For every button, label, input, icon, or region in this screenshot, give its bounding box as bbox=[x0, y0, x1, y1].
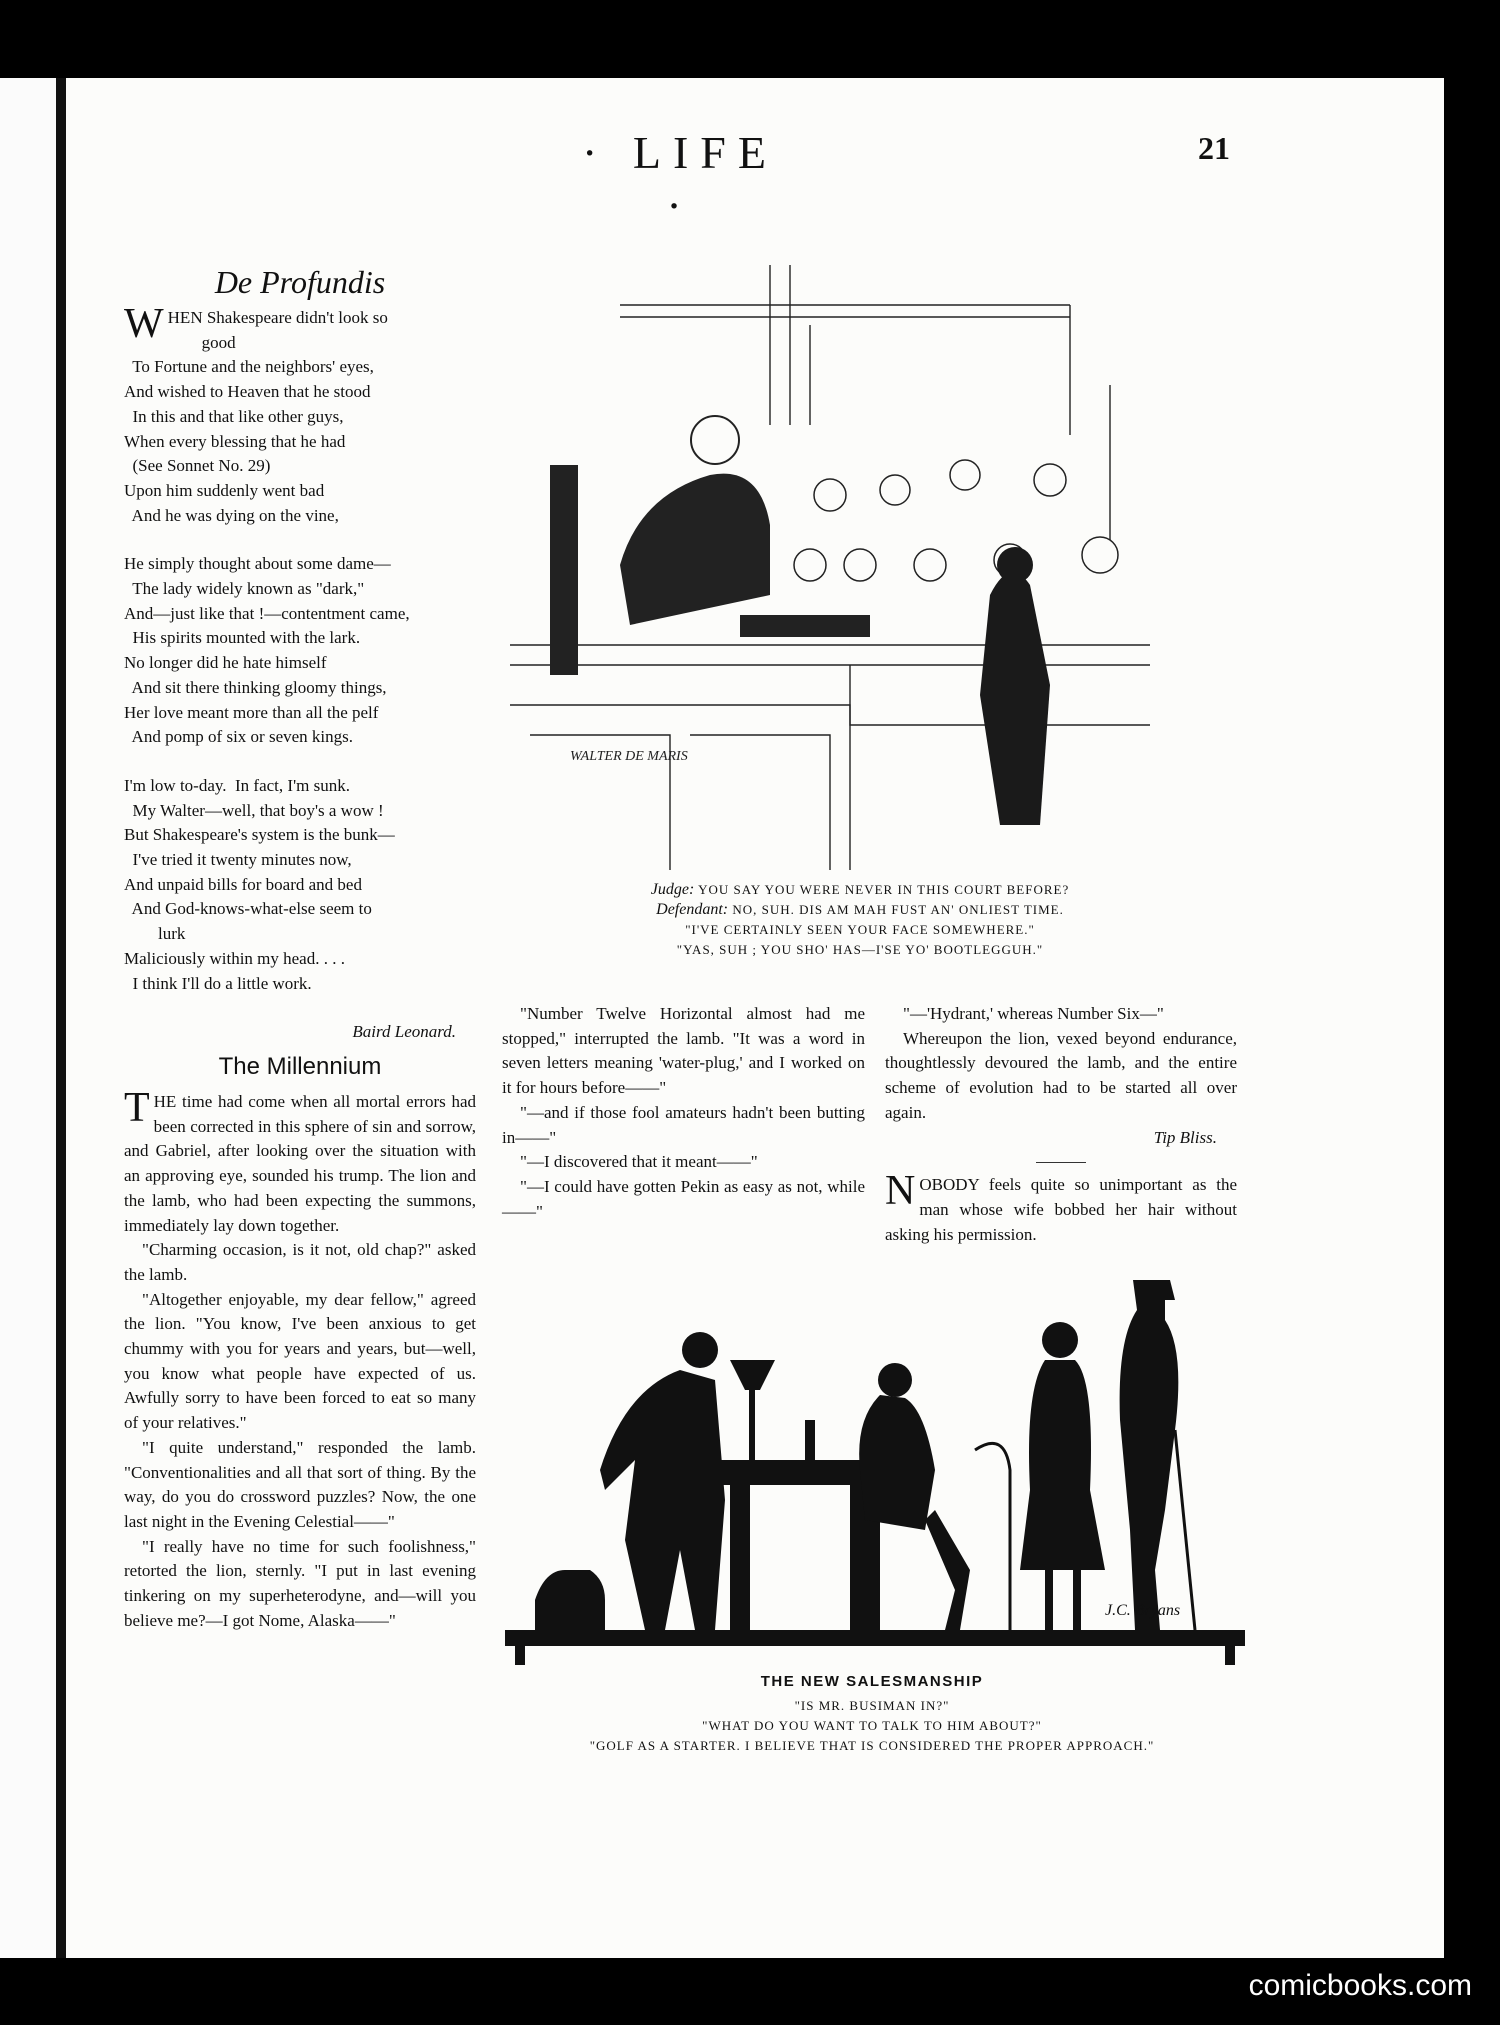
poem-line: I'm low to-day. In fact, I'm sunk. bbox=[124, 775, 350, 795]
poem-line: I've tried it twenty minutes now, bbox=[124, 850, 352, 870]
poem-line: In this and that like other guys, bbox=[124, 406, 344, 426]
millennium-paragraph: "I really have no time for such foolishness," retorted the lion, sternly. "I put in last evening tinkering on my superheterodyne, and—will you believe me?—I got Nome, Alaska——" bbox=[124, 1536, 476, 1630]
caption-line: "WHAT DO YOU WANT TO TALK TO HIM ABOUT?" bbox=[702, 1718, 1042, 1733]
caption-line: "IS MR. BUSIMAN IN?" bbox=[794, 1698, 950, 1713]
millennium-paragraph: THE time had come when all mortal errors had been corrected in this sphere of sin and sorrow, and Gabriel, after looking over the situation with an approving eye, sounded his trump. The lion and the lamb, who had been expecting the summons, immediately lay down together. bbox=[124, 1085, 476, 1235]
millennium-paragraph: "I quite understand," responded the lamb. "Conventionalities and all that sort of thing. By the way, do you do crossword puzzles? Now, the one last night in the Evening Celestial——" bbox=[124, 1437, 476, 1531]
poem-dropcap: W bbox=[124, 301, 164, 347]
caption-line bbox=[540, 880, 1180, 900]
poem-line: And sit there thinking gloomy things, bbox=[124, 677, 387, 697]
poem-line: To Fortune and the neighbors' eyes, bbox=[124, 357, 374, 377]
millennium-paragraph: "—'Hydrant,' whereas Number Six—" bbox=[903, 1004, 1164, 1023]
courtroom-cartoon bbox=[510, 265, 1150, 870]
caption-line: "GOLF AS A STARTER. I BELIEVE THAT IS CONSIDERED THE PROPER APPROACH." bbox=[589, 1738, 1155, 1753]
poem-line: And pomp of six or seven kings. bbox=[124, 727, 354, 747]
poem-line: The lady widely known as "dark," bbox=[124, 579, 365, 599]
caption-line bbox=[540, 900, 1180, 920]
caption-line bbox=[540, 920, 1180, 940]
poem-line: I think I'll do a little work. bbox=[124, 973, 312, 993]
poem-line: Upon him suddenly went bad bbox=[124, 480, 325, 500]
millennium-continued-col3 bbox=[885, 1002, 1237, 1247]
millennium-paragraph: "—and if those fool amateurs hadn't been butting in——" bbox=[502, 1102, 865, 1147]
poem-line: lurk bbox=[124, 924, 186, 944]
cartoon2-signature: J.C. Bryans bbox=[1105, 1602, 1181, 1619]
caption-speaker: Defendant: bbox=[656, 901, 729, 918]
poem-line: His spirits mounted with the lark. bbox=[124, 628, 361, 648]
millennium-paragraph: "—I could have gotten Pekin as easy as not, while——" bbox=[502, 1176, 865, 1221]
poem-title: De Profundis bbox=[214, 264, 386, 300]
millennium-title: The Millennium bbox=[218, 1053, 382, 1080]
caption-text: "YAS, SUH ; YOU SHO' HAS—I'SE YO' BOOTLEGGUH." bbox=[676, 942, 1044, 957]
poem-stanza bbox=[124, 774, 476, 996]
poem-line: And unpaid bills for board and bed bbox=[124, 874, 362, 894]
millennium-paragraph: "Charming occasion, is it not, old chap?" asked the lamb. bbox=[124, 1240, 476, 1284]
masthead: · LIFE · bbox=[582, 127, 778, 231]
millennium-article bbox=[124, 1050, 476, 1633]
poem-stanza bbox=[124, 552, 476, 750]
previous-page-edge bbox=[0, 78, 62, 1958]
caption-text: NO, SUH. DIS AM MAH FUST AN' ONLIEST TIME. bbox=[732, 902, 1064, 917]
millennium-paragraph: "—I discovered that it meant——" bbox=[520, 1152, 758, 1172]
caption-text: YOU SAY YOU WERE NEVER IN THIS COURT BEFORE? bbox=[698, 882, 1070, 897]
caption-text: "I'VE CERTAINLY SEEN YOUR FACE SOMEWHERE." bbox=[685, 922, 1035, 937]
site-watermark: comicbooks.com bbox=[1248, 1969, 1472, 2002]
page-number: 21 bbox=[1198, 130, 1230, 166]
poem-line: Her love meant more than all the pelf bbox=[124, 702, 379, 722]
poem-line: Maliciously within my head. . . . bbox=[124, 948, 345, 968]
poem-line: And wished to Heaven that he stood bbox=[124, 382, 371, 402]
millennium-dropcap: T bbox=[124, 1085, 150, 1131]
poem-column bbox=[124, 262, 476, 1045]
millennium-body bbox=[124, 1085, 476, 1633]
divider-rule bbox=[1036, 1162, 1086, 1163]
nobody-paragraph: NOBODY feels quite so unimportant as the man whose wife bobbed her hair without asking his permission. bbox=[885, 1168, 1237, 1244]
nobody-dropcap: N bbox=[885, 1168, 916, 1215]
poem-line: When every blessing that he had bbox=[124, 431, 346, 451]
millennium-paragraph: "Number Twelve Horizontal almost had me stopped," interrupted the lamb. "It was a word in seven letters meaning 'water-plug,' and I worked on it for hours before——" bbox=[502, 1004, 865, 1098]
salesmanship-caption bbox=[502, 1672, 1242, 1756]
caption-speaker: Judge: bbox=[650, 881, 695, 898]
courtroom-caption bbox=[540, 880, 1180, 960]
poem-line: And he was dying on the vine, bbox=[124, 505, 339, 525]
poem-line: good bbox=[167, 332, 236, 352]
poem-stanza bbox=[124, 301, 476, 528]
poem-line: My Walter—well, that boy's a wow ! bbox=[124, 800, 384, 820]
millennium-signature: Tip Bliss. bbox=[1153, 1127, 1217, 1147]
poem-line: No longer did he hate himself bbox=[124, 653, 327, 673]
poem-signature: Baird Leonard. bbox=[352, 1022, 456, 1042]
poem-line: But Shakespeare's system is the bunk— bbox=[124, 825, 395, 845]
millennium-paragraph: Whereupon the lion, vexed beyond endurance, thoughtlessly devoured the lamb, and the entire scheme of evolution had to be started all over again. bbox=[885, 1028, 1237, 1122]
poem-line: (See Sonnet No. 29) bbox=[124, 456, 271, 476]
poem-line: And—just like that !—contentment came, bbox=[124, 603, 410, 623]
page-gutter bbox=[56, 78, 66, 1958]
millennium-paragraph: "Altogether enjoyable, my dear fellow," agreed the lion. "You know, I've been anxious to get chummy with you for years and years, but—well, you know what people have expected of us. Awfully sorry to have been forced to eat so many of your relatives." bbox=[124, 1289, 476, 1433]
poem-line: And God-knows-what-else seem to bbox=[124, 899, 372, 919]
poem-body bbox=[124, 301, 476, 996]
caption-line bbox=[540, 940, 1180, 960]
salesmanship-cartoon bbox=[505, 1270, 1245, 1665]
cartoon1-signature: WALTER DE MARIS bbox=[570, 749, 688, 764]
poem-line: He simply thought about some dame— bbox=[124, 554, 391, 574]
millennium-continued-col2 bbox=[502, 1002, 865, 1224]
poem-line: HEN Shakespeare didn't look so bbox=[167, 308, 388, 327]
cartoon2-title: THE NEW SALESMANSHIP bbox=[760, 1673, 984, 1690]
